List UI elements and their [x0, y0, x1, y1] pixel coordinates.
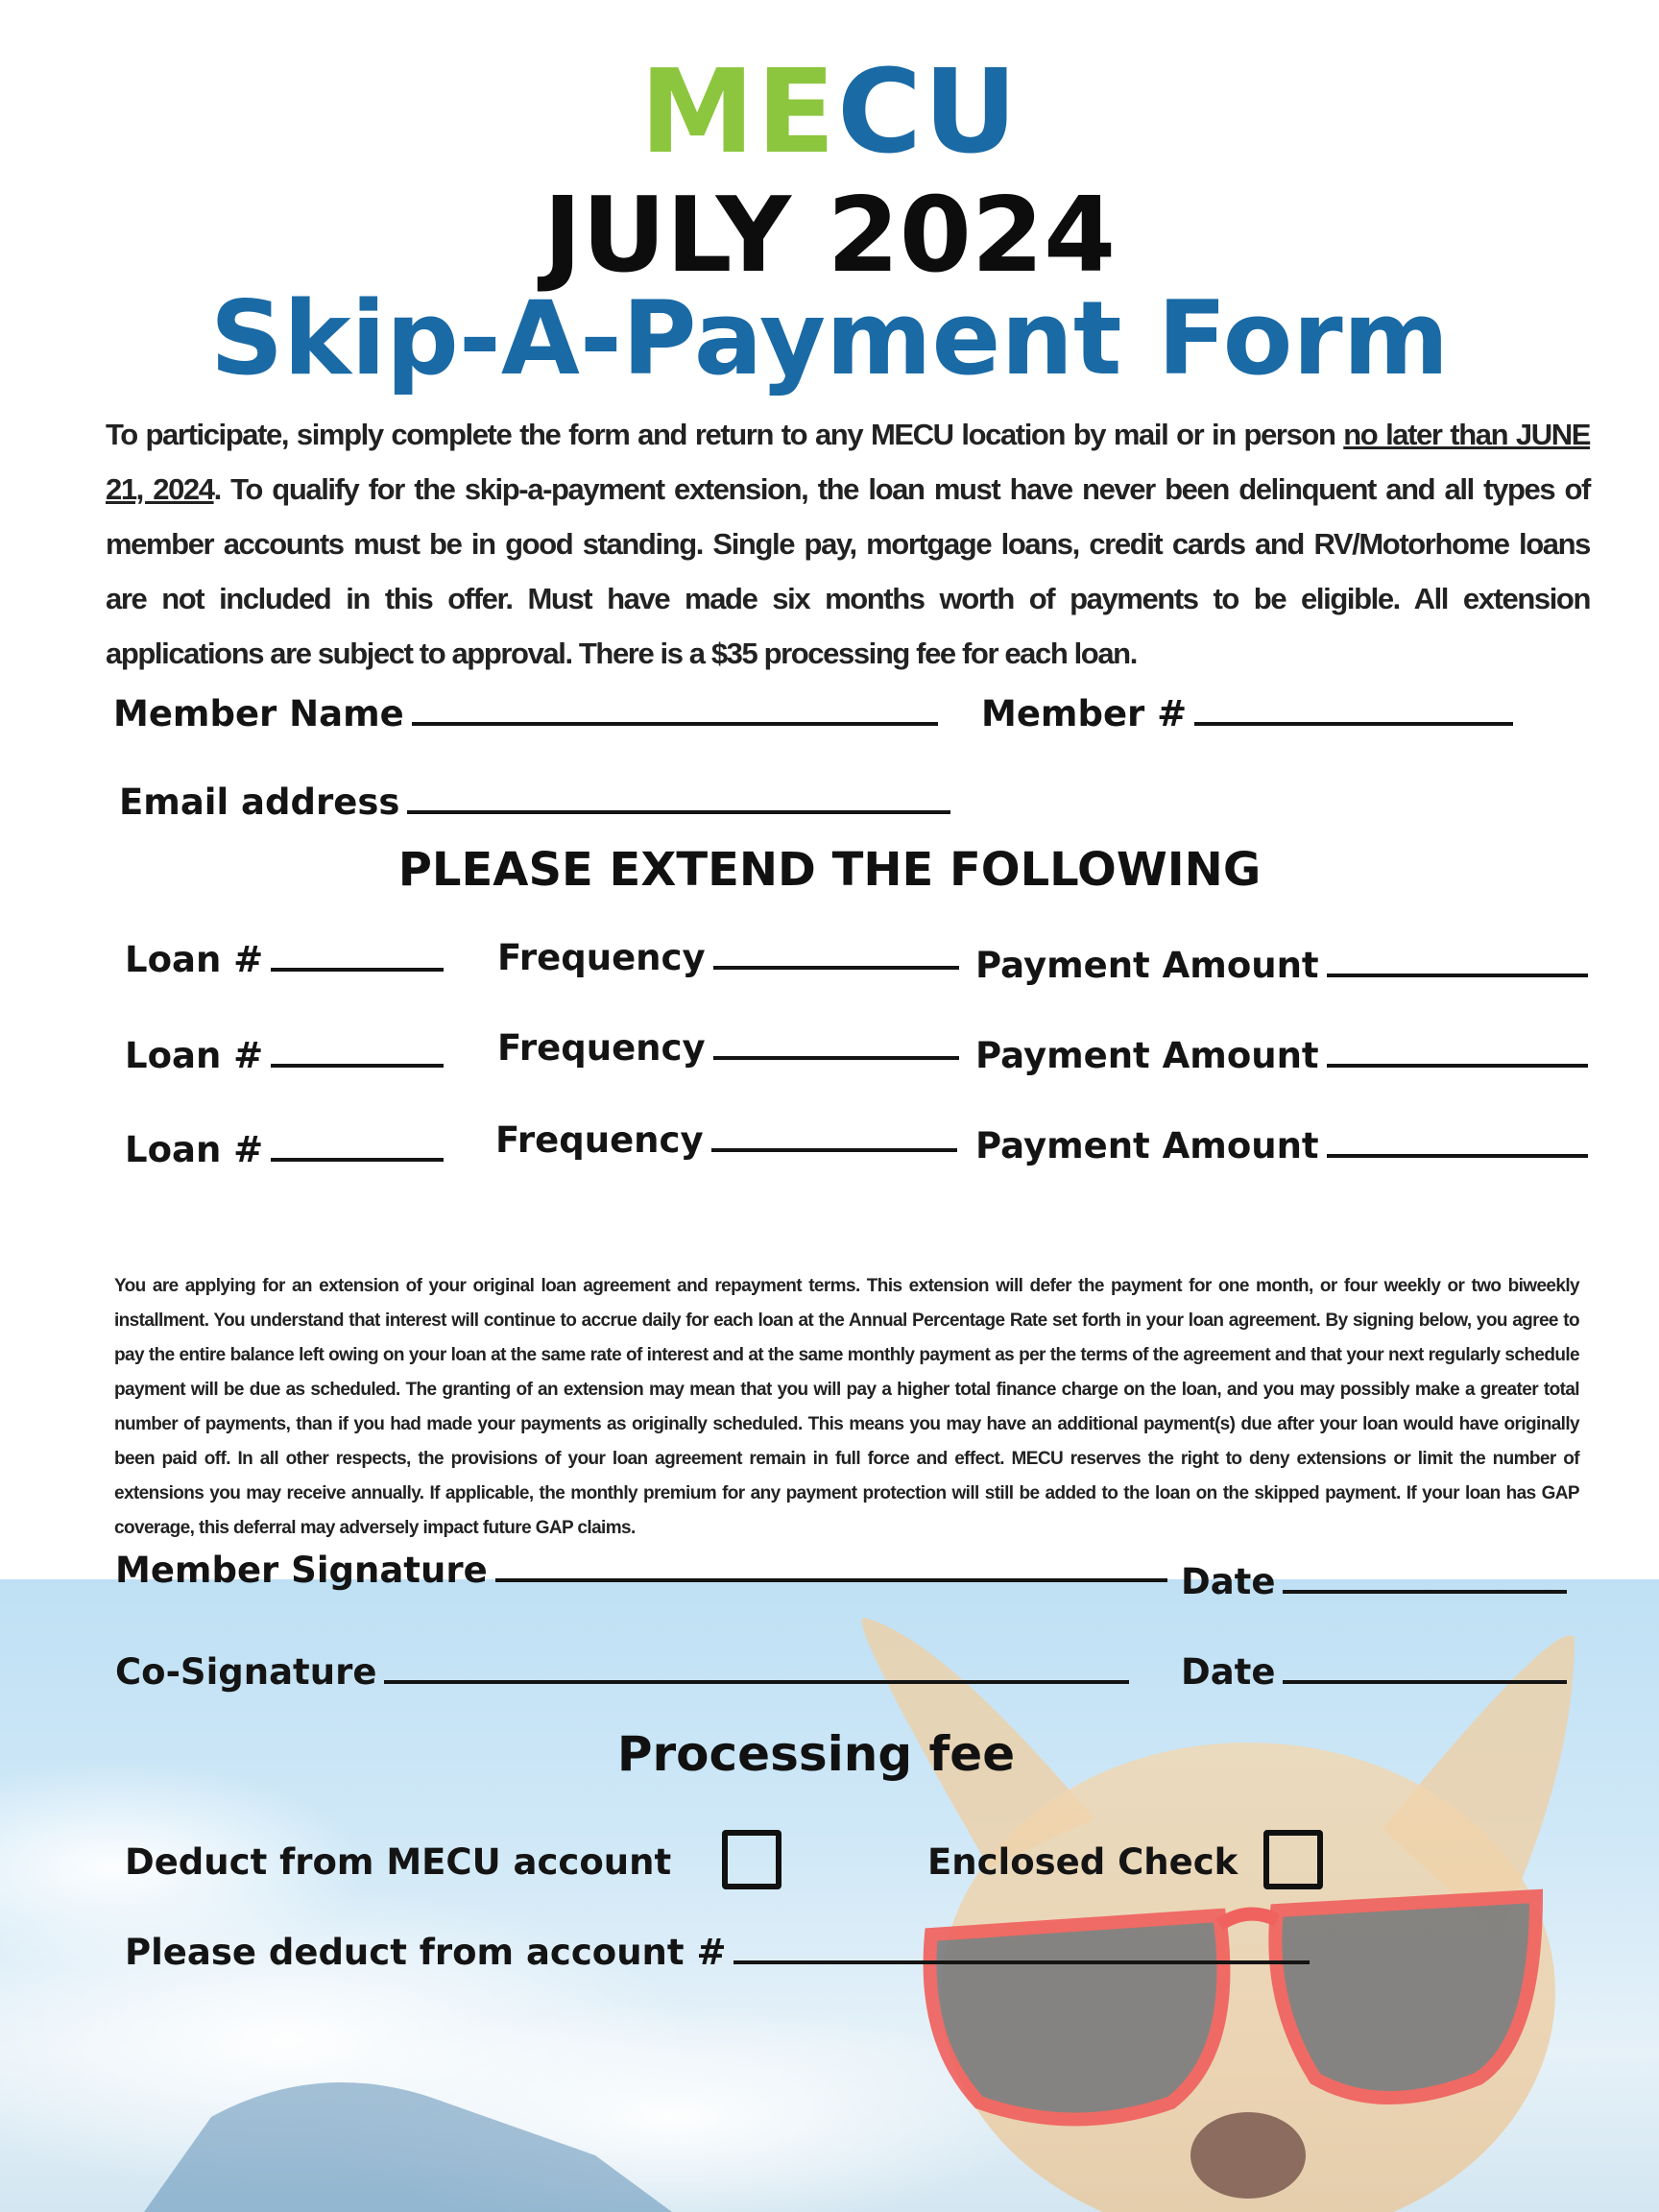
loan-line[interactable] [271, 1035, 444, 1068]
loan-number-field-3[interactable] [125, 1129, 444, 1170]
loan-number-field-2[interactable] [125, 1035, 444, 1076]
payment-amount-label: Payment Amount [975, 945, 1319, 986]
logo-part-blue: CU [836, 46, 1020, 180]
frequency-label: Frequency [497, 937, 706, 978]
date-label: Date [1181, 1561, 1276, 1602]
email-field[interactable] [119, 781, 950, 823]
form-title: Skip-A-Payment Form [209, 279, 1450, 397]
payment-amount-field-3[interactable] [975, 1125, 1588, 1166]
enclosed-check-checkbox[interactable] [1263, 1830, 1323, 1889]
frequency-label: Frequency [497, 1027, 706, 1069]
payment-amount-field-1[interactable] [975, 945, 1588, 986]
co-signature-field[interactable] [115, 1651, 1129, 1693]
deduct-account-label: Please deduct from account # [125, 1932, 727, 1973]
payment-amount-line[interactable] [1327, 1035, 1588, 1068]
frequency-field-2[interactable] [497, 1027, 959, 1069]
loan-label: Loan # [125, 939, 264, 980]
member-name-field[interactable] [113, 693, 938, 734]
deduct-checkbox[interactable] [722, 1830, 781, 1889]
member-number-label: Member # [981, 693, 1188, 734]
payment-amount-field-2[interactable] [975, 1035, 1588, 1076]
deduct-account-field[interactable] [125, 1932, 1310, 1973]
payment-amount-line[interactable] [1327, 945, 1588, 977]
loan-number-field-1[interactable] [125, 939, 444, 980]
member-name-line[interactable] [412, 693, 938, 726]
deduct-account-line[interactable] [733, 1932, 1310, 1964]
date-line[interactable] [1283, 1561, 1567, 1594]
email-line[interactable] [407, 781, 950, 814]
member-number-field[interactable] [981, 693, 1513, 734]
date-label: Date [1181, 1651, 1276, 1693]
email-label: Email address [119, 781, 400, 823]
legal-disclosure: You are applying for an extension of your original loan agreement and repayment terms. This extension will defer the payment for one month, or four weekly or two biweekly installment. You understand that interest will continue to accrue daily for each loan at the Annual Percentage Rate set forth in your loan agreement. By signing below, you agree to pay the entire balance left owing on your loan at the same rate of interest and at the same monthly payment as per the terms of the agreement and that your next regularly schedule payment will be due as scheduled. The granting of an extension may mean that you will pay a higher total finance charge on the loan, and you may possibly make a greater total number of payments, than if you had made your payments as originally scheduled. This means you may have an additional payment(s) due after your loan would have originally been paid off. In all other respects, the provisions of your loan agreement remain in full force and effect. MECU reserves the right to deny extensions or limit the number of extensions you may receive annually. If applicable, the monthly premium for any payment protection will still be added to the loan on the skipped payment. If your loan has GAP coverage, this deferral may adversely impact future GAP claims. [114, 1276, 1579, 1538]
member-number-line[interactable] [1194, 693, 1513, 726]
date-field-2[interactable] [1181, 1651, 1567, 1693]
month-heading: JULY 2024 [542, 176, 1117, 296]
payment-amount-label: Payment Amount [975, 1125, 1319, 1166]
payment-amount-line[interactable] [1327, 1125, 1588, 1158]
payment-amount-label: Payment Amount [975, 1035, 1319, 1076]
frequency-label: Frequency [495, 1119, 704, 1161]
loan-line[interactable] [271, 1129, 444, 1162]
intro-paragraph [106, 407, 1590, 681]
date-field-1[interactable] [1181, 1561, 1567, 1602]
mecu-logo [0, 46, 1659, 180]
enclosed-check-label: Enclosed Check [927, 1841, 1238, 1883]
frequency-line[interactable] [711, 1119, 957, 1152]
member-signature-field[interactable] [115, 1550, 1167, 1591]
loan-line[interactable] [271, 939, 444, 972]
member-signature-line[interactable] [495, 1550, 1167, 1582]
intro-text-before: To participate, simply complete the form and return to any MECU location by mail or in person [106, 418, 1344, 451]
intro-deadline: no later than JUNE 21, 2024 [106, 418, 1590, 506]
frequency-line[interactable] [713, 1027, 959, 1060]
deduct-option-label: Deduct from MECU account [125, 1841, 672, 1883]
loan-label: Loan # [125, 1129, 264, 1170]
processing-fee-heading: Processing fee [616, 1726, 1016, 1782]
intro-text-after: . To qualify for the skip-a-payment extension, the loan must have never been delinquent and all types of member accounts must be in good standing. Single pay, mortgage loans, credit cards and RV/Motorhome loans are not included in this offer. Must have made six months worth of payments to be eligible. All extension applications are subject to approval. There is a $35 processing fee for each loan. [106, 472, 1590, 670]
loan-label: Loan # [125, 1035, 264, 1076]
frequency-field-1[interactable] [497, 937, 959, 978]
frequency-line[interactable] [713, 937, 959, 970]
date-line[interactable] [1283, 1651, 1567, 1684]
member-signature-label: Member Signature [115, 1550, 488, 1591]
logo-part-green: ME [639, 46, 837, 180]
co-signature-line[interactable] [384, 1651, 1129, 1684]
frequency-field-3[interactable] [495, 1119, 957, 1161]
co-signature-label: Co-Signature [115, 1651, 377, 1693]
member-name-label: Member Name [113, 693, 404, 734]
extend-heading: PLEASE EXTEND THE FOLLOWING [397, 843, 1262, 897]
